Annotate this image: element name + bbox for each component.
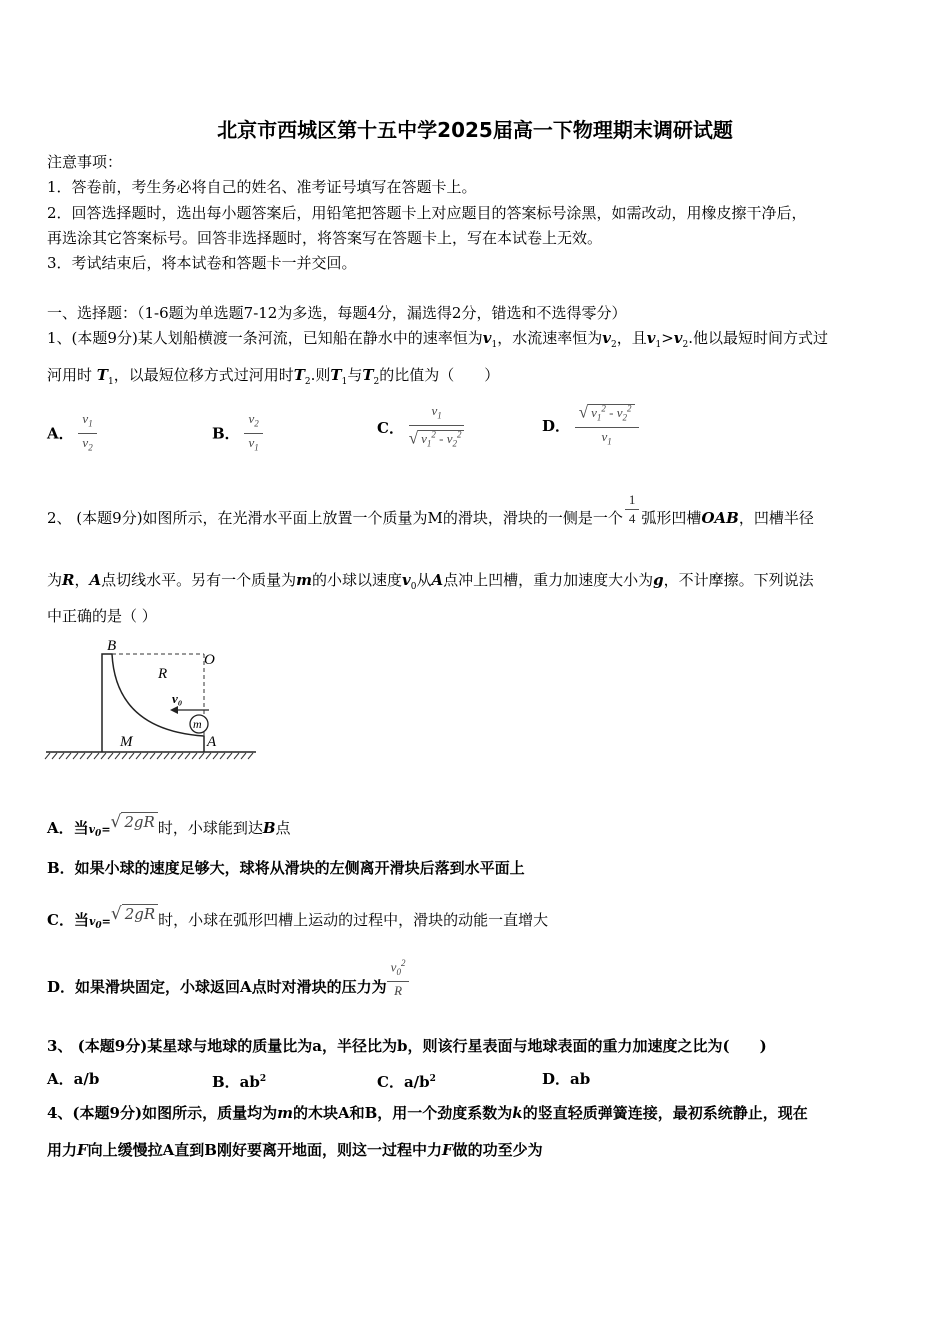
label-M: M bbox=[120, 734, 133, 750]
page-title: 北京市西城区第十五中学2025届高一下物理期末调研试题 bbox=[217, 118, 733, 142]
label-a: A bbox=[207, 734, 217, 750]
notice-item-2-cont: 再选涂其它答案标号。回答非选择题时，将答案写在答题卡上，写在本试卷上无效。 bbox=[47, 229, 603, 247]
q1-line2: 河用时 $T_1$，以最短位移方式过河用时$T_2$.则$T_1$与$T_2$的比值为（ ） bbox=[47, 366, 500, 387]
label-o: O bbox=[204, 652, 215, 668]
q2-line3: 中正确的是（ ） bbox=[47, 607, 157, 625]
q2-option-c[interactable]: C．当$v_0=√$ 2gR 时，小球在弧形凹槽上运动的过程中，滑块的动能一直增大 bbox=[47, 904, 549, 932]
label-v0: v₀ bbox=[172, 691, 183, 706]
notice-heading: 注意事项： bbox=[47, 153, 123, 171]
q1-option-b[interactable]: B． $\frac{v_2}{v_1}$ bbox=[212, 410, 263, 456]
q1-line1: 1、(本题9分)某人划船横渡一条河流，已知船在静水中的速率恒为$v_1$，水流速率恒为$v_2$，且$v_1>v_2$.他以最短时间方式过 bbox=[47, 329, 828, 350]
q4-line2: 用力F向上缓慢拉A直到B刚好要离开地面，则这一过程中力F做的功至少为 bbox=[47, 1141, 543, 1159]
q3-option-a[interactable]: A．a/b bbox=[47, 1070, 100, 1088]
formula-option-d: $\frac{√ v_1^2 - v_2^2}{v_1}$ bbox=[575, 400, 639, 451]
formula-v1-over-v2: $\frac{v_1}{v_2}$ bbox=[78, 410, 96, 456]
label-b: B bbox=[107, 638, 117, 654]
label-r: R bbox=[158, 666, 168, 682]
formula-v0sq-over-r: $\frac{v_0^2}{R}$ bbox=[387, 954, 410, 1000]
q1-option-d[interactable]: D． $\frac{√ v_1^2 - v_2^2}{v_1}$ bbox=[542, 400, 639, 451]
section-heading: 一、选择题：（1-6题为单选题7-12为多选，每题4分，漏选得2分，错选和不选得零分） bbox=[47, 304, 627, 322]
q2-line1: 2、 (本题9分)如图所示，在光滑水平面上放置一个质量为M的滑块，滑块的一侧是一个 $\frac{1}{4}$ 弧形凹槽OAB，凹槽半径 bbox=[47, 491, 814, 527]
q3-option-b[interactable]: B．$ab^2$ bbox=[212, 1073, 267, 1091]
q2-option-d[interactable]: D．如果滑块固定，小球返回A点时对滑块的压力为 $\frac{v_0^2}{R}$ bbox=[47, 976, 409, 1000]
q3-option-c[interactable]: C．$a/b^2$ bbox=[377, 1073, 436, 1091]
notice-item-3: 3．考试结束后，将本试卷和答题卡一并交回。 bbox=[47, 254, 357, 272]
notice-item-1: 1．答卷前，考生务必将自己的姓名、准考证号填写在答题卡上。 bbox=[47, 178, 477, 196]
q4-line1: 4、(本题9分)如图所示，质量均为m的木块A和B，用一个劲度系数为k的竖直轻质弹簧连接，最初系统静止，现在 bbox=[47, 1104, 808, 1122]
formula-option-c: $\frac{v_1}{√ v_1^2 - v_2^2}$ bbox=[409, 402, 465, 453]
formula-quarter: $\frac{1}{4}$ bbox=[625, 491, 640, 528]
notice-item-2: 2．回答选择题时，选出每小题答案后，用铅笔把答题卡上对应题目的答案标号涂黑，如需改动，用橡皮擦干净后， bbox=[47, 204, 807, 222]
q2-figure bbox=[44, 634, 260, 762]
label-m: m bbox=[193, 717, 202, 731]
q3-option-d[interactable]: D．ab bbox=[542, 1070, 591, 1088]
q2-option-a[interactable]: A．当$v_0=√$ 2gR 时，小球能到达B点 bbox=[47, 812, 291, 840]
q1-option-c[interactable]: C． $\frac{v_1}{√ v_1^2 - v_2^2}$ bbox=[377, 402, 464, 453]
q3-stem: 3、 (本题9分)某星球与地球的质量比为a，半径比为b，则该行星表面与地球表面的重力加速度之比为( ) bbox=[47, 1037, 767, 1055]
q2-option-b[interactable]: B．如果小球的速度足够大，球将从滑块的左侧离开滑块后落到水平面上 bbox=[47, 859, 525, 877]
formula-v2-over-v1: $\frac{v_2}{v_1}$ bbox=[244, 410, 262, 456]
q2-line2: 为R，A点切线水平。另有一个质量为m的小球以速度$v_0$从A点冲上凹槽，重力加速度大小为g，不计摩擦。下列说法 bbox=[47, 571, 814, 592]
q1-option-a[interactable]: A． $\frac{v_1}{v_2}$ bbox=[47, 410, 97, 456]
